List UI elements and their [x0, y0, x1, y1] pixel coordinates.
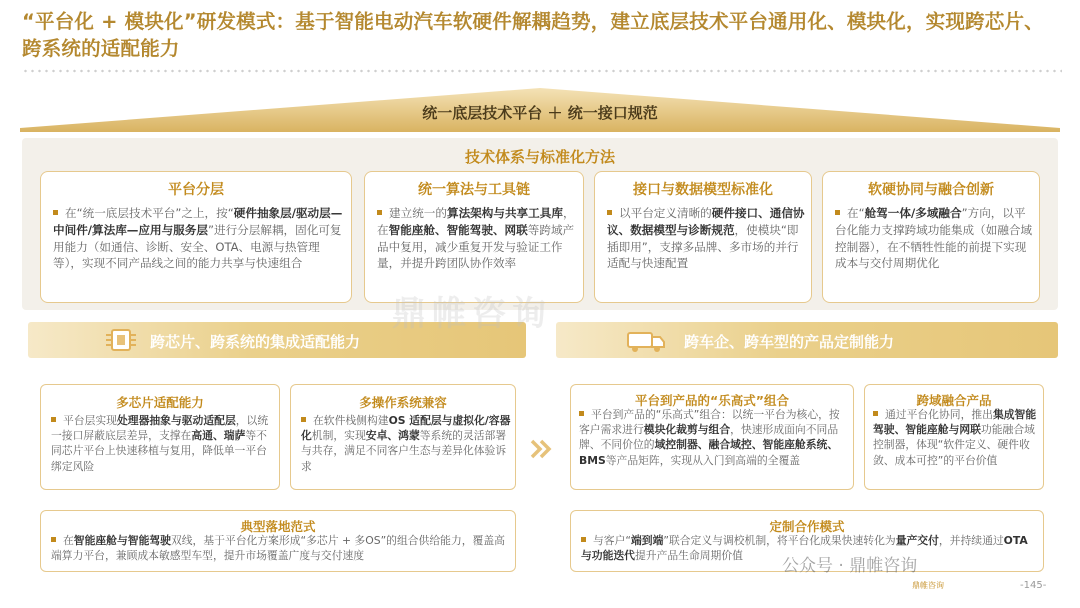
- emphasis-text: OTA与功能迭代: [581, 534, 1028, 563]
- emphasis-text: 安卓、鸿蒙: [365, 429, 420, 443]
- emphasis-text: 高通、瑞萨: [191, 429, 246, 443]
- emphasis-text: 端到端: [630, 534, 664, 547]
- method-card-title: 软硬协同与融合创新: [868, 182, 994, 198]
- right-box: [864, 384, 1044, 490]
- roof-label: 统一底层技术平台 ＋ 统一接口规范: [422, 104, 658, 122]
- body-text: 平台到产品的“乐高式”组合：以统一平台为核心，按客户需求进行: [579, 408, 840, 437]
- body-text: 在软件栈侧构建: [313, 414, 389, 427]
- left-case-box: [40, 510, 516, 572]
- wechat-watermark: 公众号 · 鼎帷咨询: [782, 556, 918, 576]
- body-text: 等产品矩阵，实现从入门到高端的全覆盖: [605, 453, 801, 467]
- left-box: [40, 384, 280, 490]
- method-card-body: [835, 205, 1033, 272]
- bullet-marker: [835, 210, 840, 215]
- body-text: 在“: [847, 206, 865, 220]
- left-box-body: [51, 413, 275, 474]
- methods-title: 技术体系与标准化方法: [464, 148, 615, 166]
- right-box-title: 跨域融合产品: [916, 393, 992, 408]
- method-card-title: 平台分层: [168, 182, 224, 198]
- body-text: 机制，实现: [311, 429, 366, 443]
- page-number: -145-: [1020, 580, 1047, 591]
- method-card-body: [53, 205, 345, 272]
- left-box-body: [301, 413, 511, 474]
- right-box: [570, 384, 854, 490]
- body-text: ，以统一接口屏蔽底层差异，支撑在: [51, 414, 269, 443]
- body-text: 平台层实现: [63, 414, 117, 427]
- dotted-divider: [22, 68, 1062, 74]
- emphasis-text: 舱驾一体/多域融合: [864, 206, 962, 220]
- body-text: 建立统一的: [389, 206, 447, 220]
- method-card-body: [377, 205, 577, 272]
- double-chevron-right-icon: [528, 436, 554, 462]
- body-text: ，并持续通过: [938, 534, 1004, 547]
- body-text: 以平台定义清晰的: [619, 206, 712, 220]
- method-card: [40, 171, 352, 303]
- left-box-title: 多操作系统兼容: [359, 395, 447, 410]
- right-box-body: [579, 407, 849, 468]
- right-box-body: [873, 407, 1041, 468]
- method-card: [822, 171, 1040, 303]
- method-card-title: 接口与数据模型标准化: [633, 182, 773, 198]
- left-case-body: [51, 533, 509, 563]
- body-text: 通过平台化协同，推出: [885, 408, 993, 421]
- method-card: [594, 171, 812, 303]
- body-text: ，快速形成面向不同品牌、不同价位的: [579, 423, 839, 452]
- emphasis-text: 域控制器、融合域控、智能座舱系统、BMS: [579, 438, 839, 467]
- chip-icon: [104, 325, 138, 355]
- left-section-title: 跨芯片、跨系统的集成适配能力: [150, 333, 361, 351]
- bullet-marker: [377, 210, 382, 215]
- bullet-marker: [581, 537, 586, 542]
- emphasis-text: 集成智能驾驶、智能座舱与网联: [873, 408, 1037, 437]
- emphasis-text: 处理器抽象与驱动适配层: [116, 414, 236, 427]
- emphasis-text: OS 适配层与虚拟化/容器化: [301, 414, 511, 443]
- right-section-title: 跨车企、跨车型的产品定制能力: [684, 333, 895, 351]
- method-card-body: [607, 205, 805, 272]
- bullet-marker: [53, 210, 58, 215]
- body-text: ”进行分层解耦，固化可复用能力（如通信、诊断、安全、OTA、电源与热管理等），实现不同产品线之间的能力共享与快速组合: [53, 222, 342, 271]
- bullet-marker: [873, 411, 878, 416]
- body-text: 功能融合域控制器，体现“软件定义、硬件收敛、成本可控”的平台价值: [873, 423, 1035, 467]
- left-box: [290, 384, 516, 490]
- emphasis-text: 量产交付: [895, 534, 939, 547]
- right-case-title: 定制合作模式: [769, 519, 845, 534]
- emphasis-text: 智能座舱与智能驾驶: [73, 534, 171, 547]
- emphasis-text: 智能座舱、智能驾驶、网联: [388, 222, 528, 237]
- page-title: “平台化 + 模块化”研发模式：基于智能电动汽车软硬件解耦趋势，建立底层技术平台通用化、模块化，实现跨芯片、跨系统的适配能力: [22, 10, 1044, 60]
- body-text: 等跨域产品中复用，减少重复开发与验证工作量，并提升跨团队协作效率: [377, 222, 575, 271]
- body-text: 提升产品生命周期价值: [634, 549, 743, 563]
- body-text: 等不同芯片平台上快速移植与复用，降低单一平台绑定风险: [51, 429, 267, 473]
- body-text: 双线，基于平台化方案形成“多芯片 + 多OS”的组合供给能力，覆盖高端算力平台，兼顾成本敏感型车型，提升市场覆盖广度与交付速度: [51, 534, 505, 563]
- left-box-title: 多芯片适配能力: [116, 395, 204, 410]
- body-text: ”联合定义与调校机制，将平台化成果快速转化为: [663, 534, 896, 547]
- emphasis-text: 算法架构与共享工具库: [446, 206, 563, 220]
- bullet-marker: [51, 417, 56, 422]
- right-box-title: 平台到产品的“乐高式”组合: [635, 393, 789, 408]
- body-text: 等系统的灵活部署与共存，满足不同客户生态与差异化体验诉求: [301, 429, 507, 473]
- body-text: ”方向，以平台化能力支撑跨域功能集成（如融合域控制器），在不牺牲性能的前提下实现成本与交付周期优化: [835, 206, 1033, 271]
- bullet-marker: [579, 411, 584, 416]
- method-card: [364, 171, 584, 303]
- watermark-center: 鼎帷咨询: [392, 294, 552, 334]
- bullet-marker: [301, 417, 306, 422]
- body-text: 与客户“: [593, 534, 631, 547]
- body-text: 在: [63, 534, 74, 547]
- left-case-title: 典型落地范式: [240, 519, 316, 534]
- logo-tag: 鼎帷咨询: [912, 581, 944, 590]
- bullet-marker: [607, 210, 612, 215]
- body-text: ，使模块“即插即用”，支撑多品牌、多市场的并行适配与快速配置: [607, 222, 799, 271]
- body-text: ，在: [377, 206, 575, 237]
- emphasis-text: 硬件接口、通信协议、数据模型与诊断规范: [607, 206, 805, 237]
- emphasis-text: 硬件抽象层/驱动层—中间件/算法库—应用与服务层: [53, 206, 343, 237]
- emphasis-text: 模块化裁剪与组合: [643, 423, 731, 437]
- bullet-marker: [51, 537, 56, 542]
- method-card-title: 统一算法与工具链: [418, 182, 530, 198]
- body-text: 在“统一底层技术平台”之上，按“: [65, 206, 234, 220]
